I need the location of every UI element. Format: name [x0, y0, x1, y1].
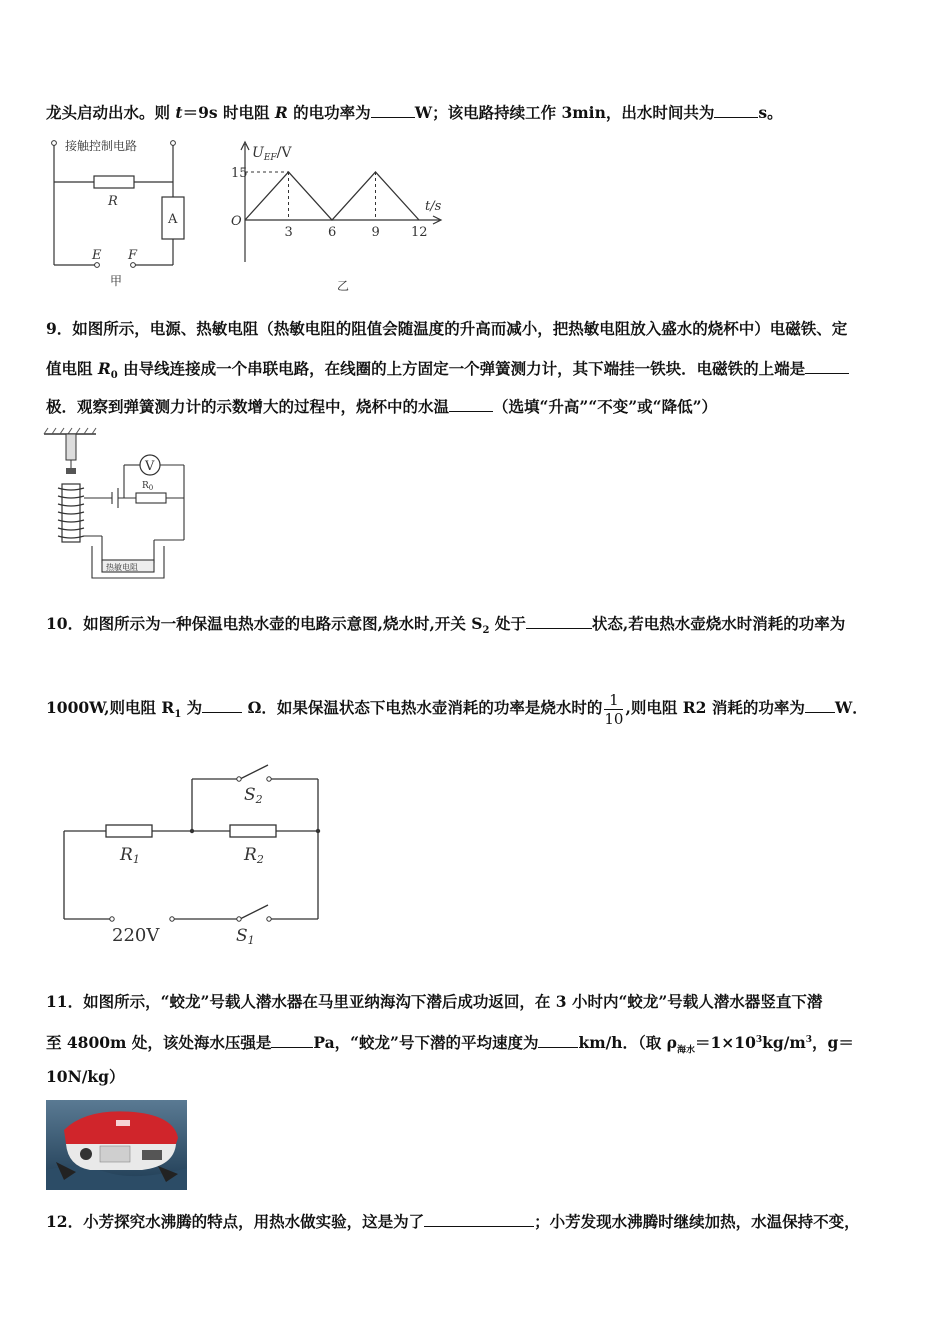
switch-s2-lever	[240, 765, 268, 779]
q11-sub: 海水	[677, 1045, 696, 1056]
submersible-image	[46, 1100, 187, 1190]
r1-label: R1	[120, 845, 140, 866]
q10-text: 处于	[489, 614, 526, 633]
q11-text: ＝1×10	[695, 1033, 756, 1053]
y-axis-label: $U_{EF}/V$	[252, 145, 292, 163]
q10-text: 为	[181, 698, 203, 717]
q9-sub: 0	[110, 370, 118, 382]
q11-sup: 3	[755, 1035, 763, 1045]
q10-blank-3[interactable]	[805, 696, 835, 713]
q11-text: ，g＝	[812, 1033, 854, 1053]
q12-text: ；小芳发现水沸腾时继续加热，水温保持不变，	[534, 1212, 860, 1231]
q8-text: ＝9s 时电阻	[182, 103, 275, 122]
q10-blank-2[interactable]	[202, 696, 242, 713]
iron-block	[66, 468, 76, 474]
q11-line-2	[46, 1030, 910, 1060]
q8-text-line	[46, 101, 910, 123]
q10-text: Ω．如果保温状态下电热水壶消耗的功率是烧水时的	[242, 698, 603, 717]
q11-blank-1[interactable]	[271, 1031, 313, 1048]
q8-var-r: R	[274, 103, 288, 122]
fig-label-ammeter: A	[168, 212, 178, 227]
fraction-denominator: 10	[604, 709, 624, 728]
q9-text: 由导线连接成一个串联电路，在线圈的上方固定一个弹簧测力计，其下端挂一铁块．电磁铁的上端是	[117, 359, 806, 378]
x-axis-label: t/s	[425, 199, 442, 214]
q12-blank-1[interactable]	[424, 1210, 534, 1227]
fig-label-r: R	[108, 194, 118, 209]
fig-label-f: F	[128, 248, 138, 263]
switch-s1-lever	[240, 905, 268, 919]
q8-blank-2[interactable]	[714, 101, 758, 118]
q8-text: s。	[758, 103, 783, 122]
x-tick-label: 3	[284, 225, 293, 240]
q9-blank-2[interactable]	[449, 395, 493, 412]
r2-label: R2	[244, 845, 264, 866]
fig-caption-jia: 甲	[110, 274, 123, 288]
q11-blank-2[interactable]	[538, 1031, 578, 1048]
fig-caption-yi: 乙	[337, 279, 350, 293]
y-tick-label: 15	[231, 166, 248, 181]
q10-fraction	[604, 691, 623, 728]
q10-sub: 2	[482, 625, 490, 637]
q8-blank-1[interactable]	[371, 101, 415, 118]
x-tick-label: 9	[371, 225, 380, 240]
q9-text: 值电阻	[46, 359, 98, 378]
s1-label: S1	[236, 926, 255, 947]
s2-label: S2	[244, 785, 263, 806]
q9-var-r: R	[97, 359, 111, 378]
q10-line-1	[46, 612, 910, 641]
q11-text: Pa，“蛟龙”号下潜的平均速度为	[313, 1033, 539, 1053]
q11-text: km/h．（取 ρ	[578, 1033, 677, 1053]
q10-kettle-circuit	[58, 755, 328, 955]
q12-line-1	[46, 1210, 910, 1232]
q9-text: 极．观察到弹簧测力计的示数增大的过程中，烧杯中的水温	[46, 397, 450, 416]
q9-electromagnet-diagram	[44, 428, 194, 584]
q10-blank-1[interactable]	[526, 612, 592, 629]
q12-text: 12．小芳探究水沸腾的特点，用热水做实验，这是为了	[46, 1212, 425, 1231]
spring-scale	[66, 434, 76, 460]
q10-text: 1000W,则电阻 R	[46, 698, 175, 717]
q11-line-1: 11．如图所示，“蛟龙”号载人潜水器在马里亚纳海沟下潜后成功返回，在 3 小时内“蛟龙”号载人潜水器竖直下潜	[46, 992, 823, 1011]
q9-line-1: 9．如图所示，电源、热敏电阻（热敏电阻的阻值会随温度的升高而减小，把热敏电阻放入盛水的烧杯中）电磁铁、定	[46, 319, 848, 338]
q10-line-2	[46, 690, 910, 733]
r0-label: $R_0$	[142, 481, 154, 492]
fig-label-control: 接触控制电路	[65, 139, 138, 153]
q9-blank-1[interactable]	[805, 357, 849, 374]
q9-text: （选填“升高”“不变”或“降低”）	[493, 397, 718, 416]
q8-text: 龙头启动出水。则	[46, 103, 176, 122]
voltage-label: 220V	[112, 925, 160, 946]
q8-circuit-diagram	[40, 135, 200, 295]
q10-text: ,则电阻 R2 消耗的功率为	[625, 698, 805, 717]
electromagnet-coil	[58, 484, 84, 542]
q8-text: W；该电路持续工作 3min，出水时间共为	[414, 103, 715, 122]
q11-text: 至 4800m 处，该处海水压强是	[46, 1033, 272, 1053]
fraction-numerator: 1	[604, 691, 623, 710]
series-line	[245, 172, 419, 220]
x-tick-label: 6	[328, 225, 337, 240]
origin-label: O	[231, 214, 242, 229]
q11-sup: 3	[805, 1035, 813, 1045]
q11-line-3: 10N/kg）	[46, 1067, 125, 1086]
q10-sub: 1	[174, 709, 182, 721]
q8-text: 的电功率为	[287, 103, 371, 122]
q11-text: kg/m	[762, 1033, 806, 1053]
q8-var-t: t	[175, 103, 183, 122]
q10-text: 状态,若电热水壶烧水时消耗的功率为	[591, 614, 846, 633]
q10-text: W．	[834, 698, 868, 717]
q9-line-2	[46, 357, 910, 386]
q10-text: 10．如图所示为一种保温电热水壶的电路示意图,烧水时,开关 S	[46, 614, 483, 633]
thermistor-label: 热敏电阻	[106, 563, 138, 572]
q9-line-3	[46, 395, 910, 417]
voltmeter-label: V	[145, 459, 155, 474]
submersible-photo	[46, 1100, 187, 1190]
fig-label-e: E	[92, 248, 102, 263]
q8-voltage-graph	[225, 140, 465, 295]
x-tick-label: 12	[411, 225, 428, 240]
